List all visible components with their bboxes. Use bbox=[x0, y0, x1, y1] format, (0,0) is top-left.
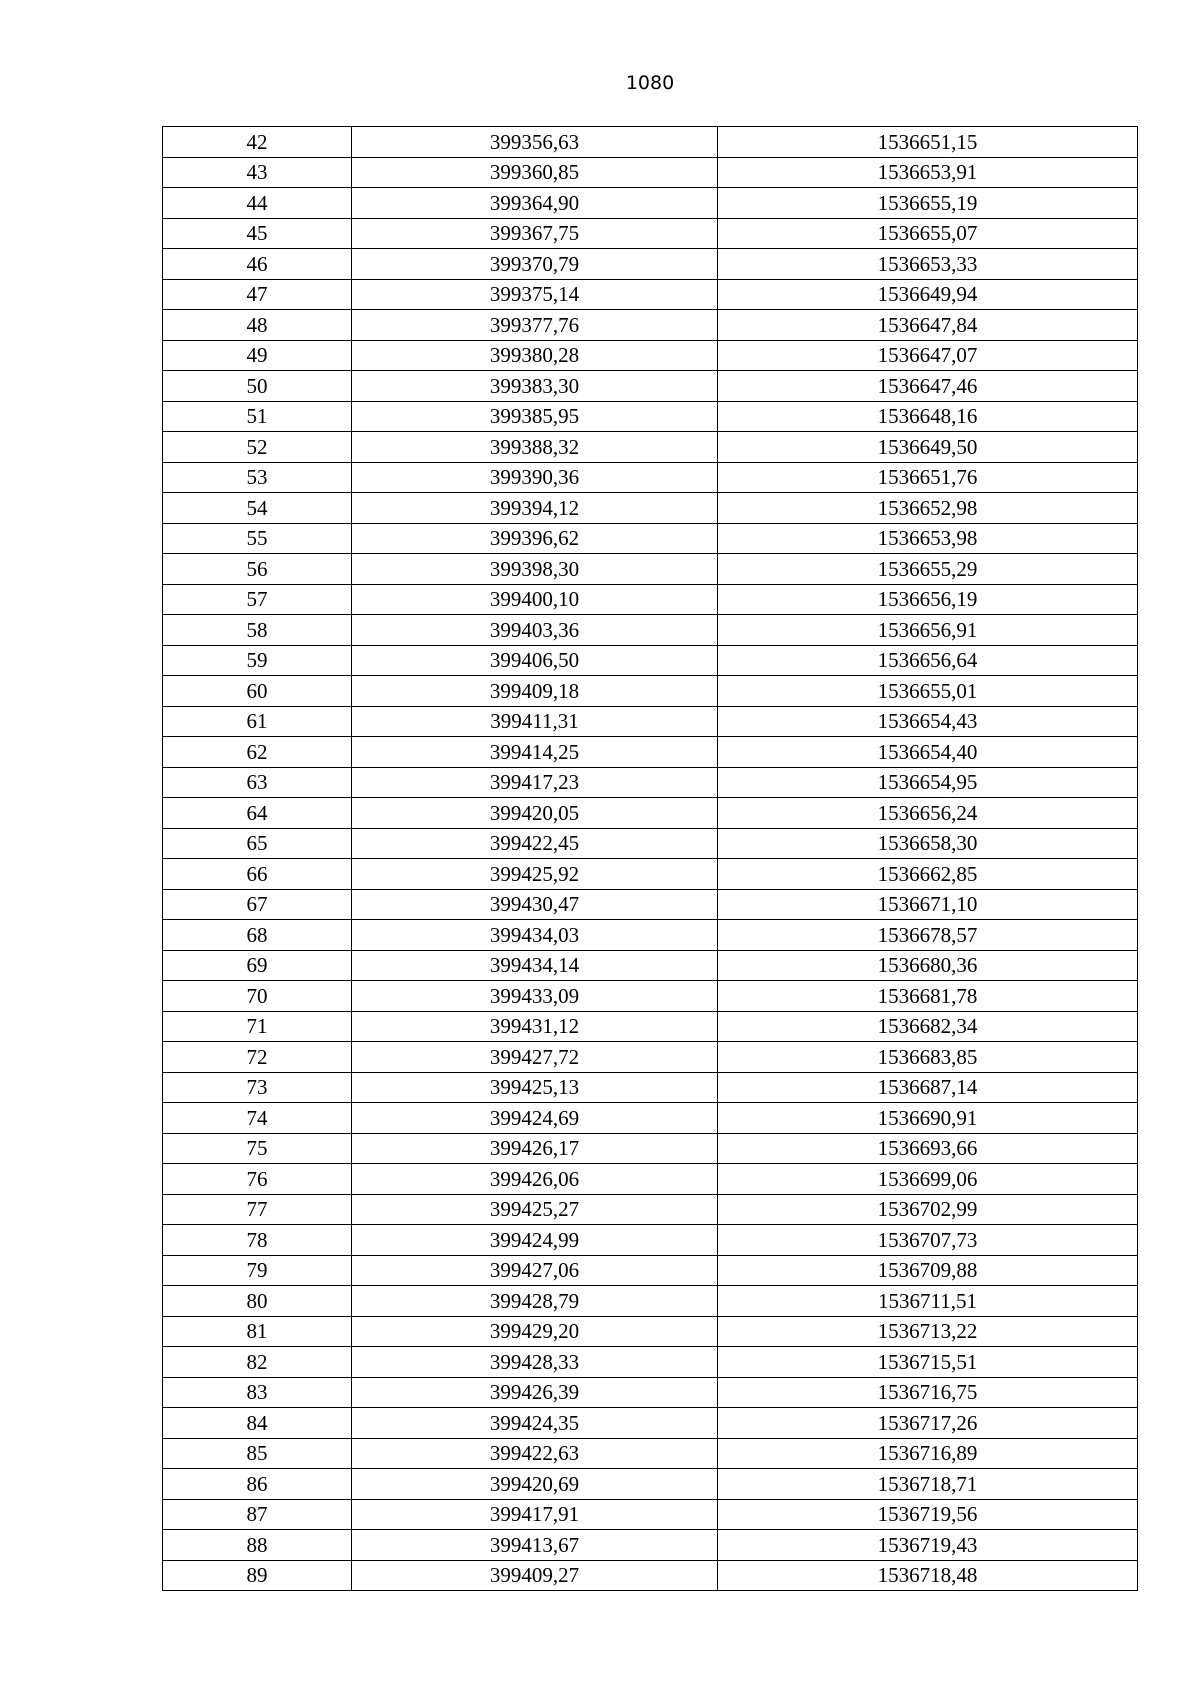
point-number-cell: 47 bbox=[163, 279, 352, 310]
x-coordinate-cell: 399434,03 bbox=[352, 920, 718, 951]
point-number-cell: 74 bbox=[163, 1103, 352, 1134]
x-coordinate-cell: 399428,33 bbox=[352, 1347, 718, 1378]
point-number-cell: 82 bbox=[163, 1347, 352, 1378]
x-coordinate-cell: 399426,17 bbox=[352, 1133, 718, 1164]
table-row bbox=[163, 798, 1138, 829]
table-row bbox=[163, 1408, 1138, 1439]
table-row bbox=[163, 1255, 1138, 1286]
table-row bbox=[163, 889, 1138, 920]
table-row bbox=[163, 1377, 1138, 1408]
y-coordinate-cell: 1536716,75 bbox=[718, 1377, 1138, 1408]
x-coordinate-cell: 399417,23 bbox=[352, 767, 718, 798]
x-coordinate-cell: 399420,69 bbox=[352, 1469, 718, 1500]
x-coordinate-cell: 399398,30 bbox=[352, 554, 718, 585]
y-coordinate-cell: 1536718,48 bbox=[718, 1560, 1138, 1591]
x-coordinate-cell: 399406,50 bbox=[352, 645, 718, 676]
x-coordinate-cell: 399360,85 bbox=[352, 157, 718, 188]
table-row bbox=[163, 157, 1138, 188]
x-coordinate-cell: 399370,79 bbox=[352, 249, 718, 280]
y-coordinate-cell: 1536680,36 bbox=[718, 950, 1138, 981]
x-coordinate-cell: 399417,91 bbox=[352, 1499, 718, 1530]
x-coordinate-cell: 399413,67 bbox=[352, 1530, 718, 1561]
point-number-cell: 54 bbox=[163, 493, 352, 524]
y-coordinate-cell: 1536718,71 bbox=[718, 1469, 1138, 1500]
point-number-cell: 58 bbox=[163, 615, 352, 646]
x-coordinate-cell: 399364,90 bbox=[352, 188, 718, 219]
x-coordinate-cell: 399424,69 bbox=[352, 1103, 718, 1134]
x-coordinate-cell: 399434,14 bbox=[352, 950, 718, 981]
y-coordinate-cell: 1536716,89 bbox=[718, 1438, 1138, 1469]
y-coordinate-cell: 1536678,57 bbox=[718, 920, 1138, 951]
y-coordinate-cell: 1536647,46 bbox=[718, 371, 1138, 402]
x-coordinate-cell: 399367,75 bbox=[352, 218, 718, 249]
x-coordinate-cell: 399426,39 bbox=[352, 1377, 718, 1408]
x-coordinate-cell: 399430,47 bbox=[352, 889, 718, 920]
coordinates-table-body bbox=[163, 127, 1138, 1591]
point-number-cell: 42 bbox=[163, 127, 352, 158]
table-row bbox=[163, 920, 1138, 951]
point-number-cell: 68 bbox=[163, 920, 352, 951]
table-row bbox=[163, 615, 1138, 646]
table-row bbox=[163, 676, 1138, 707]
y-coordinate-cell: 1536690,91 bbox=[718, 1103, 1138, 1134]
table-row bbox=[163, 1164, 1138, 1195]
x-coordinate-cell: 399427,72 bbox=[352, 1042, 718, 1073]
table-row bbox=[163, 523, 1138, 554]
y-coordinate-cell: 1536653,33 bbox=[718, 249, 1138, 280]
y-coordinate-cell: 1536656,91 bbox=[718, 615, 1138, 646]
table-row bbox=[163, 828, 1138, 859]
point-number-cell: 72 bbox=[163, 1042, 352, 1073]
table-row bbox=[163, 1011, 1138, 1042]
point-number-cell: 57 bbox=[163, 584, 352, 615]
point-number-cell: 66 bbox=[163, 859, 352, 890]
y-coordinate-cell: 1536653,98 bbox=[718, 523, 1138, 554]
table-row bbox=[163, 462, 1138, 493]
table-row bbox=[163, 1103, 1138, 1134]
table-row bbox=[163, 1194, 1138, 1225]
point-number-cell: 70 bbox=[163, 981, 352, 1012]
table-row bbox=[163, 950, 1138, 981]
point-number-cell: 88 bbox=[163, 1530, 352, 1561]
x-coordinate-cell: 399431,12 bbox=[352, 1011, 718, 1042]
y-coordinate-cell: 1536649,50 bbox=[718, 432, 1138, 463]
point-number-cell: 63 bbox=[163, 767, 352, 798]
table-row bbox=[163, 584, 1138, 615]
point-number-cell: 80 bbox=[163, 1286, 352, 1317]
x-coordinate-cell: 399388,32 bbox=[352, 432, 718, 463]
y-coordinate-cell: 1536651,76 bbox=[718, 462, 1138, 493]
y-coordinate-cell: 1536654,43 bbox=[718, 706, 1138, 737]
point-number-cell: 67 bbox=[163, 889, 352, 920]
x-coordinate-cell: 399380,28 bbox=[352, 340, 718, 371]
table-row bbox=[163, 340, 1138, 371]
point-number-cell: 73 bbox=[163, 1072, 352, 1103]
y-coordinate-cell: 1536647,84 bbox=[718, 310, 1138, 341]
y-coordinate-cell: 1536656,19 bbox=[718, 584, 1138, 615]
y-coordinate-cell: 1536655,29 bbox=[718, 554, 1138, 585]
point-number-cell: 62 bbox=[163, 737, 352, 768]
point-number-cell: 77 bbox=[163, 1194, 352, 1225]
table-row bbox=[163, 767, 1138, 798]
table-row bbox=[163, 1560, 1138, 1591]
x-coordinate-cell: 399400,10 bbox=[352, 584, 718, 615]
x-coordinate-cell: 399433,09 bbox=[352, 981, 718, 1012]
y-coordinate-cell: 1536707,73 bbox=[718, 1225, 1138, 1256]
point-number-cell: 60 bbox=[163, 676, 352, 707]
table-row bbox=[163, 1469, 1138, 1500]
x-coordinate-cell: 399422,63 bbox=[352, 1438, 718, 1469]
point-number-cell: 69 bbox=[163, 950, 352, 981]
point-number-cell: 45 bbox=[163, 218, 352, 249]
x-coordinate-cell: 399428,79 bbox=[352, 1286, 718, 1317]
y-coordinate-cell: 1536653,91 bbox=[718, 157, 1138, 188]
y-coordinate-cell: 1536719,43 bbox=[718, 1530, 1138, 1561]
table-row bbox=[163, 706, 1138, 737]
point-number-cell: 86 bbox=[163, 1469, 352, 1500]
x-coordinate-cell: 399427,06 bbox=[352, 1255, 718, 1286]
point-number-cell: 52 bbox=[163, 432, 352, 463]
y-coordinate-cell: 1536683,85 bbox=[718, 1042, 1138, 1073]
y-coordinate-cell: 1536656,24 bbox=[718, 798, 1138, 829]
point-number-cell: 51 bbox=[163, 401, 352, 432]
y-coordinate-cell: 1536648,16 bbox=[718, 401, 1138, 432]
x-coordinate-cell: 399414,25 bbox=[352, 737, 718, 768]
coordinates-table bbox=[162, 126, 1138, 1591]
point-number-cell: 87 bbox=[163, 1499, 352, 1530]
table-row bbox=[163, 1286, 1138, 1317]
table-row bbox=[163, 1438, 1138, 1469]
point-number-cell: 85 bbox=[163, 1438, 352, 1469]
x-coordinate-cell: 399425,13 bbox=[352, 1072, 718, 1103]
y-coordinate-cell: 1536709,88 bbox=[718, 1255, 1138, 1286]
x-coordinate-cell: 399377,76 bbox=[352, 310, 718, 341]
table-row bbox=[163, 371, 1138, 402]
y-coordinate-cell: 1536715,51 bbox=[718, 1347, 1138, 1378]
point-number-cell: 83 bbox=[163, 1377, 352, 1408]
point-number-cell: 64 bbox=[163, 798, 352, 829]
point-number-cell: 50 bbox=[163, 371, 352, 402]
y-coordinate-cell: 1536649,94 bbox=[718, 279, 1138, 310]
table-row bbox=[163, 1499, 1138, 1530]
y-coordinate-cell: 1536693,66 bbox=[718, 1133, 1138, 1164]
x-coordinate-cell: 399356,63 bbox=[352, 127, 718, 158]
x-coordinate-cell: 399426,06 bbox=[352, 1164, 718, 1195]
point-number-cell: 48 bbox=[163, 310, 352, 341]
point-number-cell: 55 bbox=[163, 523, 352, 554]
x-coordinate-cell: 399390,36 bbox=[352, 462, 718, 493]
x-coordinate-cell: 399375,14 bbox=[352, 279, 718, 310]
table-row bbox=[163, 737, 1138, 768]
y-coordinate-cell: 1536713,22 bbox=[718, 1316, 1138, 1347]
y-coordinate-cell: 1536681,78 bbox=[718, 981, 1138, 1012]
point-number-cell: 76 bbox=[163, 1164, 352, 1195]
x-coordinate-cell: 399411,31 bbox=[352, 706, 718, 737]
table-row bbox=[163, 493, 1138, 524]
y-coordinate-cell: 1536702,99 bbox=[718, 1194, 1138, 1225]
table-row bbox=[163, 1316, 1138, 1347]
x-coordinate-cell: 399383,30 bbox=[352, 371, 718, 402]
point-number-cell: 65 bbox=[163, 828, 352, 859]
point-number-cell: 53 bbox=[163, 462, 352, 493]
table-row bbox=[163, 1225, 1138, 1256]
y-coordinate-cell: 1536671,10 bbox=[718, 889, 1138, 920]
y-coordinate-cell: 1536652,98 bbox=[718, 493, 1138, 524]
y-coordinate-cell: 1536687,14 bbox=[718, 1072, 1138, 1103]
y-coordinate-cell: 1536656,64 bbox=[718, 645, 1138, 676]
y-coordinate-cell: 1536719,56 bbox=[718, 1499, 1138, 1530]
point-number-cell: 81 bbox=[163, 1316, 352, 1347]
y-coordinate-cell: 1536654,95 bbox=[718, 767, 1138, 798]
x-coordinate-cell: 399394,12 bbox=[352, 493, 718, 524]
x-coordinate-cell: 399403,36 bbox=[352, 615, 718, 646]
x-coordinate-cell: 399424,35 bbox=[352, 1408, 718, 1439]
x-coordinate-cell: 399422,45 bbox=[352, 828, 718, 859]
y-coordinate-cell: 1536647,07 bbox=[718, 340, 1138, 371]
x-coordinate-cell: 399396,62 bbox=[352, 523, 718, 554]
point-number-cell: 71 bbox=[163, 1011, 352, 1042]
table-row bbox=[163, 127, 1138, 158]
table-row bbox=[163, 645, 1138, 676]
table-row bbox=[163, 279, 1138, 310]
table-row bbox=[163, 401, 1138, 432]
x-coordinate-cell: 399409,27 bbox=[352, 1560, 718, 1591]
table-row bbox=[163, 1133, 1138, 1164]
point-number-cell: 44 bbox=[163, 188, 352, 219]
y-coordinate-cell: 1536651,15 bbox=[718, 127, 1138, 158]
table-row bbox=[163, 859, 1138, 890]
table-row bbox=[163, 218, 1138, 249]
table-row bbox=[163, 1072, 1138, 1103]
y-coordinate-cell: 1536654,40 bbox=[718, 737, 1138, 768]
x-coordinate-cell: 399424,99 bbox=[352, 1225, 718, 1256]
x-coordinate-cell: 399409,18 bbox=[352, 676, 718, 707]
y-coordinate-cell: 1536655,01 bbox=[718, 676, 1138, 707]
x-coordinate-cell: 399385,95 bbox=[352, 401, 718, 432]
y-coordinate-cell: 1536682,34 bbox=[718, 1011, 1138, 1042]
y-coordinate-cell: 1536699,06 bbox=[718, 1164, 1138, 1195]
y-coordinate-cell: 1536711,51 bbox=[718, 1286, 1138, 1317]
table-row bbox=[163, 981, 1138, 1012]
table-row bbox=[163, 1042, 1138, 1073]
table-row bbox=[163, 554, 1138, 585]
point-number-cell: 43 bbox=[163, 157, 352, 188]
table-row bbox=[163, 310, 1138, 341]
point-number-cell: 79 bbox=[163, 1255, 352, 1286]
point-number-cell: 89 bbox=[163, 1560, 352, 1591]
point-number-cell: 84 bbox=[163, 1408, 352, 1439]
point-number-cell: 61 bbox=[163, 706, 352, 737]
point-number-cell: 56 bbox=[163, 554, 352, 585]
point-number-cell: 75 bbox=[163, 1133, 352, 1164]
x-coordinate-cell: 399425,92 bbox=[352, 859, 718, 890]
x-coordinate-cell: 399420,05 bbox=[352, 798, 718, 829]
table-row bbox=[163, 1530, 1138, 1561]
y-coordinate-cell: 1536662,85 bbox=[718, 859, 1138, 890]
y-coordinate-cell: 1536717,26 bbox=[718, 1408, 1138, 1439]
point-number-cell: 59 bbox=[163, 645, 352, 676]
x-coordinate-cell: 399425,27 bbox=[352, 1194, 718, 1225]
page-number: 1080 bbox=[625, 72, 675, 94]
table-row bbox=[163, 249, 1138, 280]
point-number-cell: 78 bbox=[163, 1225, 352, 1256]
table-row bbox=[163, 432, 1138, 463]
table-row bbox=[163, 1347, 1138, 1378]
x-coordinate-cell: 399429,20 bbox=[352, 1316, 718, 1347]
y-coordinate-cell: 1536655,19 bbox=[718, 188, 1138, 219]
point-number-cell: 49 bbox=[163, 340, 352, 371]
table-row bbox=[163, 188, 1138, 219]
y-coordinate-cell: 1536658,30 bbox=[718, 828, 1138, 859]
y-coordinate-cell: 1536655,07 bbox=[718, 218, 1138, 249]
point-number-cell: 46 bbox=[163, 249, 352, 280]
